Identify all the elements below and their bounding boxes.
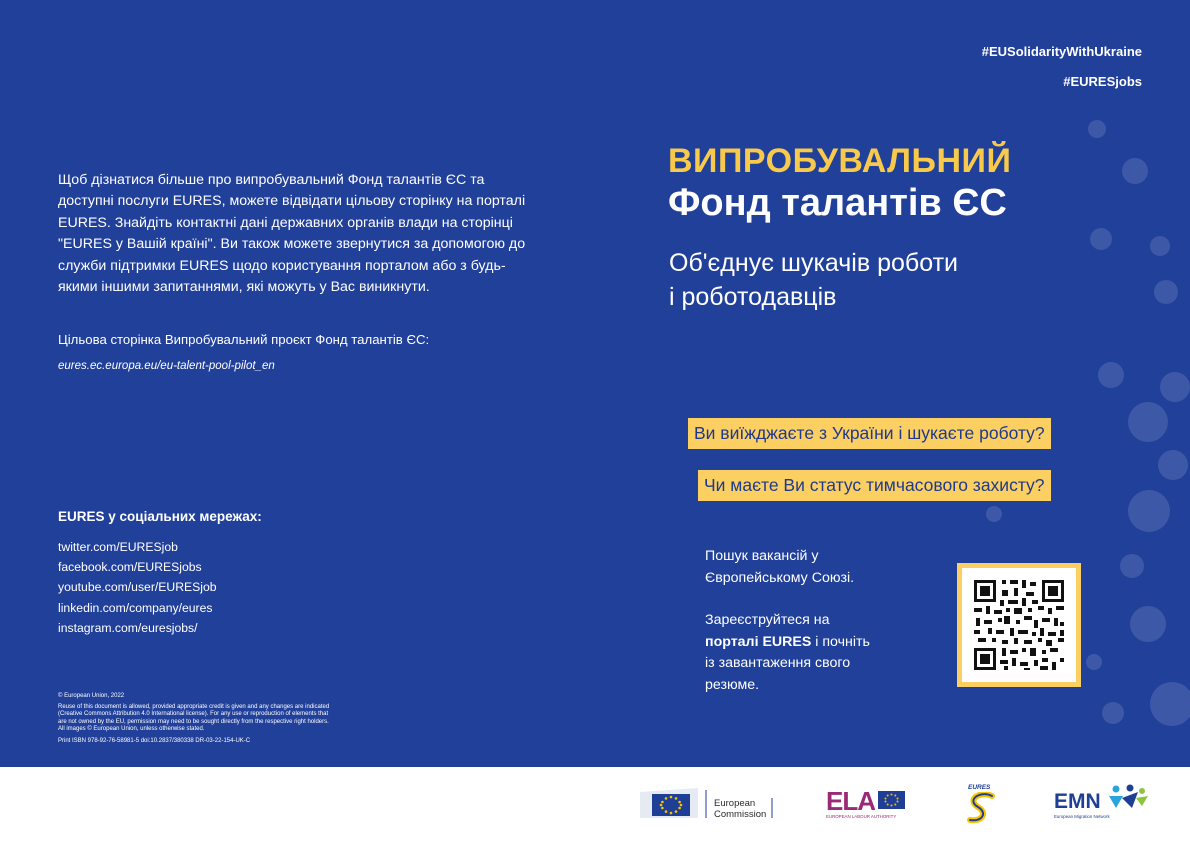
intro-paragraph: Щоб дізнатися більше про випробувальний Фонд талантів ЄС та доступні послуги EURES, можете відвідати цільову сторінку на порталі EURES. Знайдіть контактні дані державних органів влади на сторінці "EURES у Вашій країні". Ви також можете звернутися за допомогою до служби підтримки EURES щодо користування порталом або з будь-якими іншими запитаннями, які можуть у Вас виникнути. — [58, 172, 526, 296]
search-line-5: із завантаження свого — [705, 655, 851, 671]
logo-strip — [0, 767, 1190, 841]
search-line-2: Європейському Союзі. — [705, 569, 855, 586]
question-leaving-ukraine: Ви виїжджаєте з України і шукаєте роботу? — [688, 418, 1051, 449]
legal-line: are not owned by the EU, permission may need to be sought directly from the respective right holders. — [58, 718, 329, 725]
question-temporary-protection: Чи маєте Ви статус тимчасового захисту? — [698, 470, 1051, 501]
legal-line: Reuse of this document is allowed, provided appropriate credit is given and any changes are indicated — [58, 703, 330, 710]
social-link-instagram[interactable]: instagram.com/euresjobs/ — [58, 620, 198, 635]
social-link-facebook[interactable]: facebook.com/EURESjobs — [58, 560, 202, 575]
subtitle — [669, 246, 1069, 314]
title-line-2: Фонд талантів ЄС — [668, 182, 1007, 224]
ec-label-line-1: European — [714, 798, 756, 809]
eures-s-icon — [964, 792, 1000, 824]
ela-wordmark: ELA — [826, 786, 875, 816]
european-commission-logo — [638, 784, 778, 822]
qr-code-icon — [962, 568, 1076, 682]
emn-logo — [1054, 784, 1150, 822]
legal-isbn: Print ISBN 978-92-76-58981-5 doi:10.2837/380338 DR-03-22-154-UK-C — [58, 737, 251, 744]
eures-logo — [964, 784, 1000, 824]
search-line-1: Пошук вакансій у — [705, 548, 819, 564]
legal-notice — [58, 693, 403, 746]
subtitle-line-1: Об'єднує шукачів роботи — [669, 249, 958, 277]
search-line-3: Зареєструйтеся на — [705, 612, 830, 628]
hashtag-euresjobs: #EURESjobs — [1063, 74, 1142, 89]
search-jobs-text — [705, 546, 925, 696]
title-line-1: ВИПРОБУВАЛЬНИЙ — [668, 142, 1012, 180]
emn-people-icon — [1106, 784, 1148, 810]
subtitle-line-2: і роботодавців — [669, 283, 837, 311]
social-media-list — [58, 537, 217, 638]
social-link-twitter[interactable]: twitter.com/EURESjob — [58, 540, 178, 554]
emn-subtitle: European Migration Network — [1054, 814, 1110, 819]
eures-portal-bold: порталі EURES — [705, 633, 812, 650]
legal-copyright: © European Union, 2022 — [58, 693, 125, 699]
ec-label-line-2: Commission — [714, 809, 767, 820]
landing-page-link[interactable]: eures.ec.europa.eu/eu-talent-pool-pilot_en — [58, 360, 275, 372]
hashtag-solidarity: #EUSolidarityWithUkraine — [981, 44, 1142, 59]
eu-flag-icon — [878, 791, 905, 809]
search-line-6: резюме. — [705, 676, 760, 693]
social-link-youtube[interactable]: youtube.com/user/EURESjob — [58, 580, 217, 595]
landing-page-label: Цільова сторінка Випробувальний проєкт Фонд талантів ЄС: — [58, 332, 430, 347]
emn-wordmark: EMN — [1054, 790, 1101, 813]
social-media-title: EURES у соціальних мережах: — [58, 509, 262, 524]
eures-wordmark: EURES — [968, 784, 991, 791]
legal-line: (Creative Commons Attribution 4.0 International license). For any use or reproduction of elements that — [58, 711, 329, 718]
ela-logo — [826, 788, 908, 822]
legal-line: All images © European Union, unless otherwise stated. — [58, 726, 205, 733]
qr-code-frame — [957, 563, 1081, 687]
ela-subtitle: EUROPEAN LABOUR AUTHORITY — [826, 814, 897, 819]
search-line-4-rest: і почніть — [811, 633, 870, 650]
social-link-linkedin[interactable]: linkedin.com/company/eures — [58, 600, 213, 615]
qr-code[interactable] — [962, 568, 1076, 682]
